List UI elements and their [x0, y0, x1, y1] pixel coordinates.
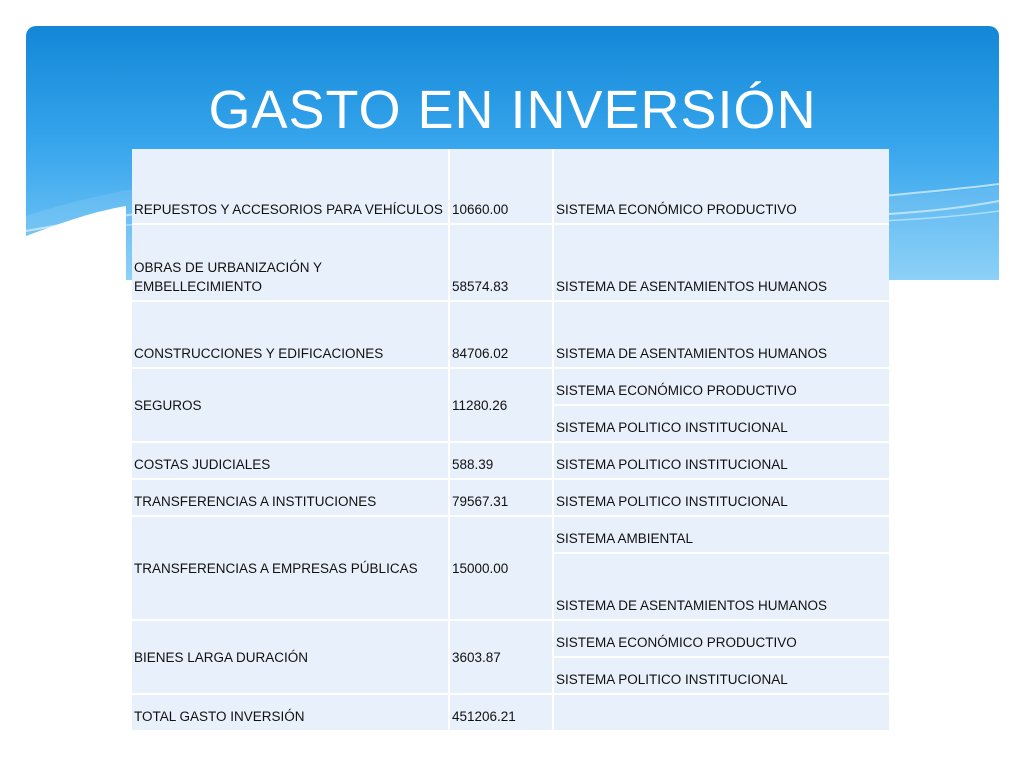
amount-cell: 10660.00: [449, 149, 553, 224]
concept-cell: SEGUROS: [132, 368, 449, 442]
concept-cell: CONSTRUCCIONES Y EDIFICACIONES: [132, 301, 449, 368]
table-row: [132, 479, 889, 516]
table-row: [132, 301, 889, 368]
system-cell: SISTEMA DE ASENTAMIENTOS HUMANOS: [553, 224, 889, 301]
amount-cell: 11280.26: [449, 368, 553, 442]
system-cell: SISTEMA ECONÓMICO PRODUCTIVO: [553, 368, 889, 405]
amount-cell: 15000.00: [449, 516, 553, 620]
system-cell: SISTEMA ECONÓMICO PRODUCTIVO: [553, 620, 889, 657]
concept-cell: TRANSFERENCIAS A EMPRESAS PÚBLICAS: [132, 516, 449, 620]
amount-cell: 84706.02: [449, 301, 553, 368]
system-cell: SISTEMA POLITICO INSTITUCIONAL: [553, 442, 889, 479]
system-cell: [553, 694, 889, 731]
amount-cell: 3603.87: [449, 620, 553, 694]
system-cell: SISTEMA DE ASENTAMIENTOS HUMANOS: [553, 553, 889, 620]
amount-cell: 79567.31: [449, 479, 553, 516]
amount-cell: 588.39: [449, 442, 553, 479]
concept-cell: COSTAS JUDICIALES: [132, 442, 449, 479]
table-row: [132, 620, 889, 657]
system-cell: SISTEMA DE ASENTAMIENTOS HUMANOS: [553, 301, 889, 368]
table-row: [132, 149, 889, 224]
table-row: [132, 368, 889, 405]
amount-cell: 58574.83: [449, 224, 553, 301]
total-amount-cell: 451206.21: [449, 694, 553, 731]
system-cell: SISTEMA POLITICO INSTITUCIONAL: [553, 405, 889, 442]
system-cell: SISTEMA AMBIENTAL: [553, 516, 889, 553]
table-row: [132, 516, 889, 553]
total-label-cell: TOTAL GASTO INVERSIÓN: [132, 694, 449, 731]
system-cell: SISTEMA POLITICO INSTITUCIONAL: [553, 479, 889, 516]
system-cell: SISTEMA POLITICO INSTITUCIONAL: [553, 657, 889, 694]
page-title: GASTO EN INVERSIÓN: [208, 80, 817, 140]
table-row: [132, 442, 889, 479]
concept-cell: OBRAS DE URBANIZACIÓN Y EMBELLECIMIENTO: [132, 224, 449, 301]
concept-cell: TRANSFERENCIAS A INSTITUCIONES: [132, 479, 449, 516]
concept-cell: BIENES LARGA DURACIÓN: [132, 620, 449, 694]
total-row: [132, 694, 889, 731]
system-cell: SISTEMA ECONÓMICO PRODUCTIVO: [553, 149, 889, 224]
investment-table: [132, 149, 889, 732]
concept-cell: REPUESTOS Y ACCESORIOS PARA VEHÍCULOS: [132, 149, 449, 224]
table-row: [132, 224, 889, 301]
